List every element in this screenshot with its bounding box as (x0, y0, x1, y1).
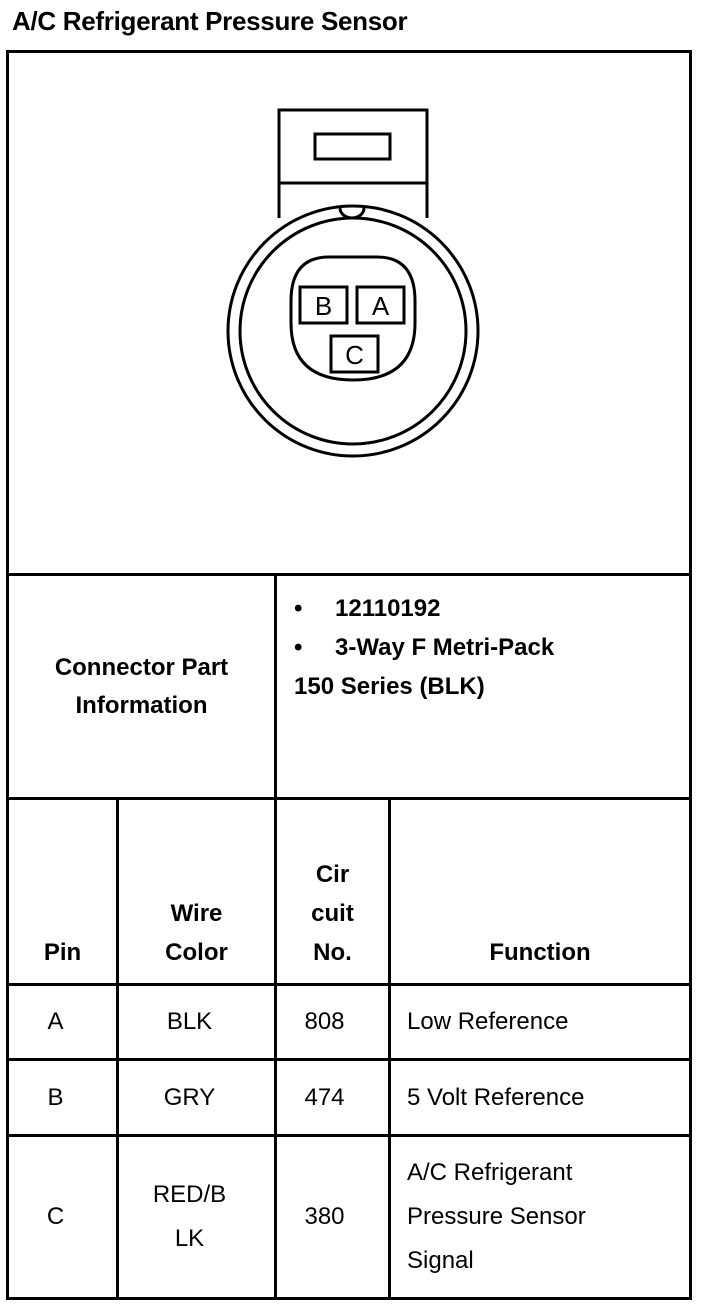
row-b-wire-color: GRY (163, 1083, 216, 1111)
part-number-bullet (294, 589, 684, 628)
bullet-icon: • (294, 595, 303, 622)
connector-outer-ring (228, 206, 478, 456)
row-a-function: Low Reference (407, 1008, 569, 1035)
connector-label-line-2: Information (75, 691, 208, 719)
frame-bottom-border (6, 1297, 692, 1300)
connector-type-bullet (294, 628, 684, 667)
cavity-label-a: A (371, 291, 390, 321)
row-c-pin: C (46, 1203, 65, 1230)
row-a-pin: A (47, 1008, 64, 1035)
row-a-wire-color: BLK (166, 1008, 213, 1035)
connector-type: 3-Way F Metri-Pack (335, 634, 555, 661)
header-function: Function (489, 939, 591, 966)
connector-series: 150 Series (BLK) (294, 673, 485, 700)
row-a-circuit: 808 (304, 1008, 345, 1035)
latch-slot (315, 134, 390, 159)
cavity-label-b: B (314, 291, 333, 321)
connector-face-diagram (0, 0, 704, 580)
header-pin: Pin (43, 939, 82, 966)
cavity-label-c: C (345, 340, 364, 370)
row-b-pin: B (47, 1083, 64, 1111)
connector-part-info-values (294, 589, 684, 706)
header-circuit-number: Cir cuit No. (311, 861, 354, 966)
document-title: A/C Refrigerant Pressure Sensor (12, 6, 408, 36)
alignment-notch-icon (340, 208, 364, 218)
connector-part-info-label (9, 576, 274, 797)
row-c-function: A/C Refrigerant Pressure Sensor Signal (407, 1159, 586, 1274)
header-wire-color: Wire Color (165, 900, 228, 966)
connector-label-line-1: Connector Part (54, 653, 229, 681)
bullet-icon: • (294, 634, 303, 661)
part-number: 12110192 (335, 595, 441, 622)
row-c-wire-color: RED/B LK (152, 1181, 227, 1252)
row-b-function: 5 Volt Reference (407, 1083, 585, 1111)
row-b-circuit: 474 (304, 1083, 345, 1111)
connector-tab-outline (279, 110, 427, 218)
row-c-circuit: 380 (304, 1203, 345, 1230)
